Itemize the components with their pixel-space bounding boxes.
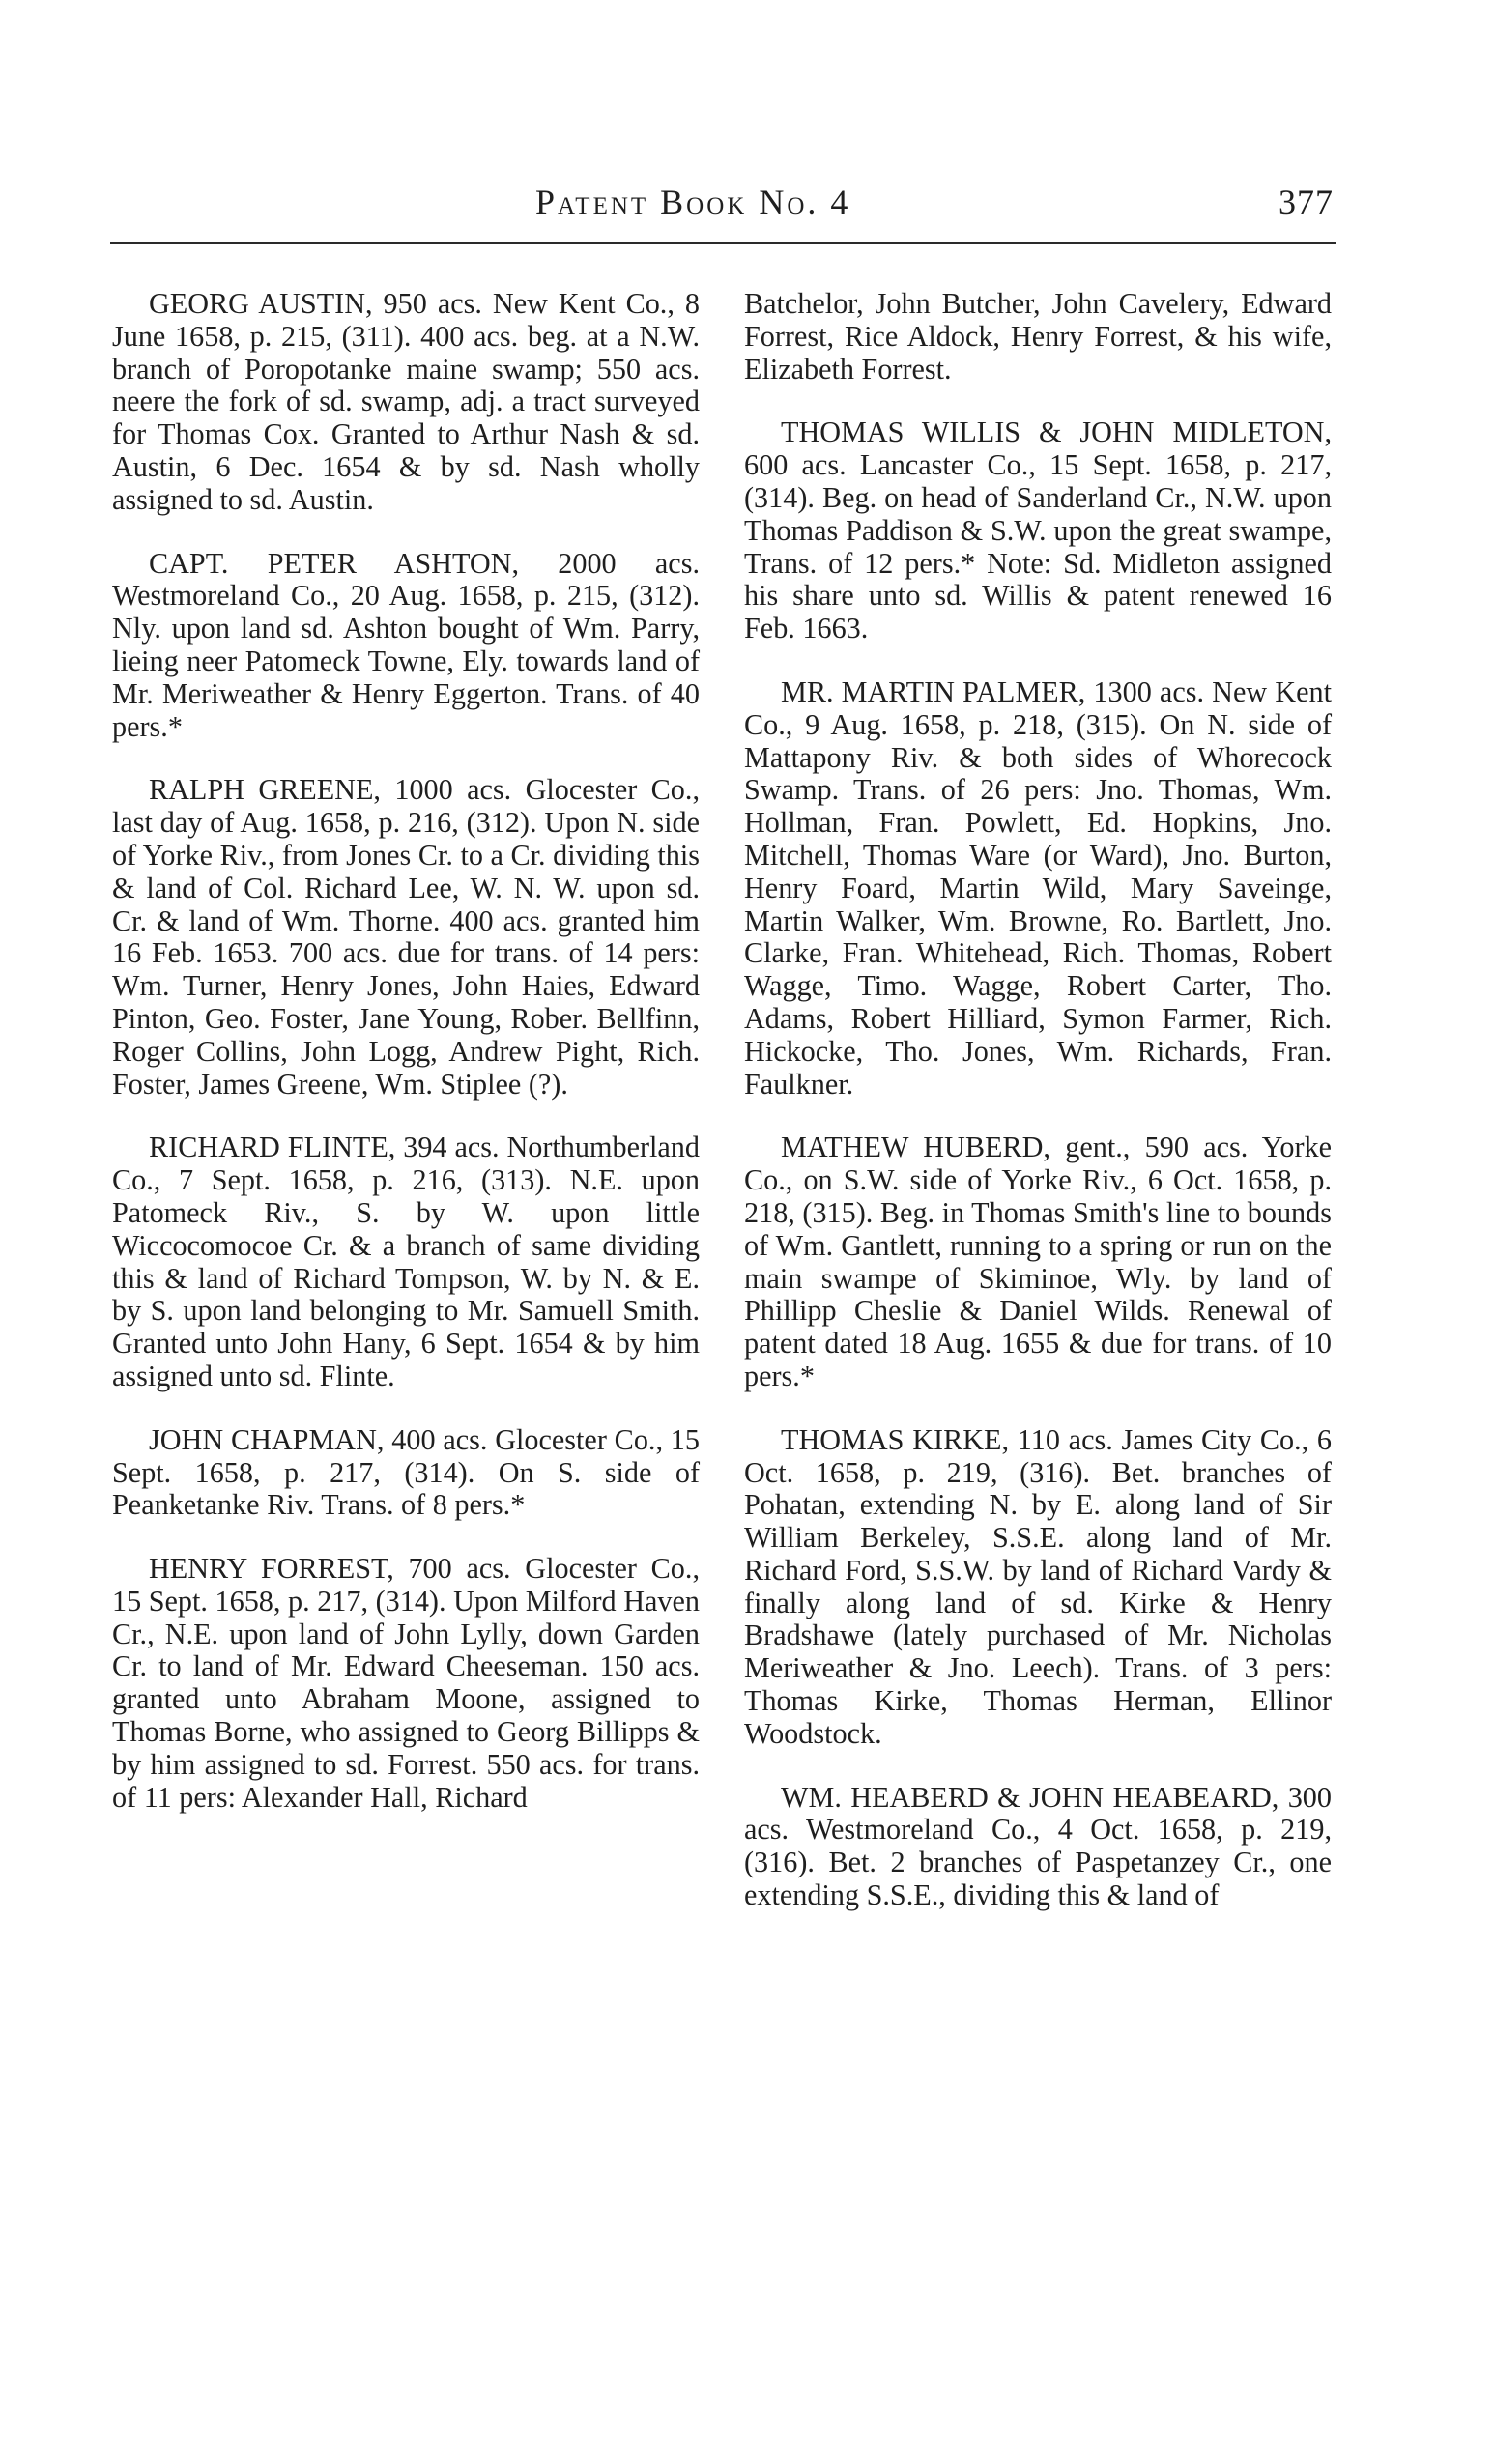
left-column [112,288,700,1845]
patent-entry-forrest-continued: Batchelor, John Butcher, John Cavelery, Edward Forrest, Rice Aldock, Henry Forrest, & his wife, Elizabeth Forrest. [744,287,1332,386]
page-header [110,182,1334,236]
patent-entry-chapman: JOHN CHAPMAN, 400 acs. Glocester Co., 15 Sept. 1658, p. 217, (314). On S. side of Peanketanke Riv. Trans. of 8 pers.* [112,1422,700,1522]
page-number: 377 [1279,183,1334,221]
patent-entry-ashton: CAPT. PETER ASHTON, 2000 acs. Westmoreland Co., 20 Aug. 1658, p. 215, (312). Nly. upon land sd. Ashton bought of Wm. Parry, lieing neer Patomeck Towne, Ely. towards land of Mr. Meriweather & Henry Eggerton. Trans. of 40 pers.* [112,546,700,743]
patent-entry-flinte: RICHARD FLINTE, 394 acs. Northumberland Co., 7 Sept. 1658, p. 216, (313). N.E. upon Patomeck Riv., S. by W. upon little Wiccocomocoe Cr. & a branch of same dividing this & land of Richard Tompson, W. by N. & E. by S. upon land belonging to Mr. Samuell Smith. Granted unto John Hany, 6 Sept. 1654 & by him assigned unto sd. Flinte. [112,1131,700,1392]
patent-entry-willis-midleton: THOMAS WILLIS & JOHN MIDLETON, 600 acs. Lancaster Co., 15 Sept. 1658, p. 217, (314). Beg. on head of Sanderland Cr., N.W. upon Thomas Paddison & S.W. upon the great swampe, Trans. of 12 pers.* Note: Sd. Midleton assigned his share unto sd. Willis & patent renewed 16 Feb. 1663. [744,415,1332,645]
patent-entry-austin: GEORG AUSTIN, 950 acs. New Kent Co., 8 June 1658, p. 215, (311). 400 acs. beg. at a N.W. branch of Poropotanke maine swamp; 550 acs. neere the fork of sd. swamp, adj. a tract surveyed for Thomas Cox. Granted to Arthur Nash & sd. Austin, 6 Dec. 1654 & by sd. Nash wholly assigned to sd. Austin. [112,287,700,516]
patent-entry-huberd: MATHEW HUBERD, gent., 590 acs. Yorke Co., on S.W. side of Yorke Riv., 6 Oct. 1658, p. 218, (315). Beg. in Thomas Smith's line to bounds of Wm. Gantlett, running to a spring or run on the main swampe of Skiminoe, Wly. by land of Phillipp Cheslie & Daniel Wilds. Renewal of patent dated 18 Aug. 1655 & due for trans. of 10 pers.* [744,1131,1332,1392]
patent-entry-heaberd: WM. HEABERD & JOHN HEABEARD, 300 acs. Westmoreland Co., 4 Oct. 1658, p. 219, (316). Bet. 2 branches of Paspetanzey Cr., one extending S.S.E., dividing this & land of [744,1780,1332,1912]
patent-entry-greene: RALPH GREENE, 1000 acs. Glocester Co., last day of Aug. 1658, p. 216, (312). Upon N. side of Yorke Riv., from Jones Cr. to a Cr. dividing this & land of Col. Richard Lee, W. N. W. upon sd. Cr. & land of Wm. Thorne. 400 acs. granted him 16 Feb. 1653. 700 acs. due for trans. of 14 pers: Wm. Turner, Henry Jones, John Haies, Edward Pinton, Geo. Foster, Jane Young, Rober. Bellfinn, Roger Collins, John Logg, Andrew Pight, Rich. Foster, James Greene, Wm. Stiplee (?). [112,773,700,1101]
patent-entry-palmer: MR. MARTIN PALMER, 1300 acs. New Kent Co., 9 Aug. 1658, p. 218, (315). On N. side of Mattapony Riv. & both sides of Whorecock Swamp. Trans. of 26 pers: Jno. Thomas, Wm. Hollman, Fran. Powlett, Ed. Hopkins, Jno. Mitchell, Thomas Ware (or Ward), Jno. Burton, Henry Foard, Martin Wild, Mary Saveinge, Martin Walker, Wm. Browne, Ro. Bartlett, Jno. Clarke, Fran. Whitehead, Rich. Thomas, Robert Wagge, Timo. Wagge, Robert Carter, Tho. Adams, Robert Hilliard, Symon Farmer, Rich. Hickocke, Tho. Jones, Wm. Richards, Fran. Faulkner. [744,674,1332,1101]
patent-entry-forrest: HENRY FORREST, 700 acs. Glocester Co., 15 Sept. 1658, p. 217, (314). Upon Milford Haven Cr., N.E. upon land of John Lylly, down Garden Cr. to land of Mr. Edward Cheeseman. 150 acs. granted unto Abraham Moone, assigned to Thomas Borne, who assigned to Georg Billipps & by him assigned to sd. Forrest. 550 acs. for trans. of 11 pers: Alexander Hall, Richard [112,1552,700,1814]
patent-entry-kirke: THOMAS KIRKE, 110 acs. James City Co., 6 Oct. 1658, p. 219, (316). Bet. branches of Pohatan, extending N. by E. along land of Sir William Berkeley, S.S.E. along land of Mr. Richard Ford, S.S.W. by land of Richard Vardy & finally along land of sd. Kirke & Henry Bradshawe (lately purchased of Mr. Nicholas Meriweather & Jno. Leech). Trans. of 3 pers: Thomas Kirke, Thomas Herman, Ellinor Woodstock. [744,1422,1332,1750]
running-title: Patent Book No. 4 [535,183,851,221]
header-rule [110,242,1336,244]
right-column [744,288,1332,1943]
